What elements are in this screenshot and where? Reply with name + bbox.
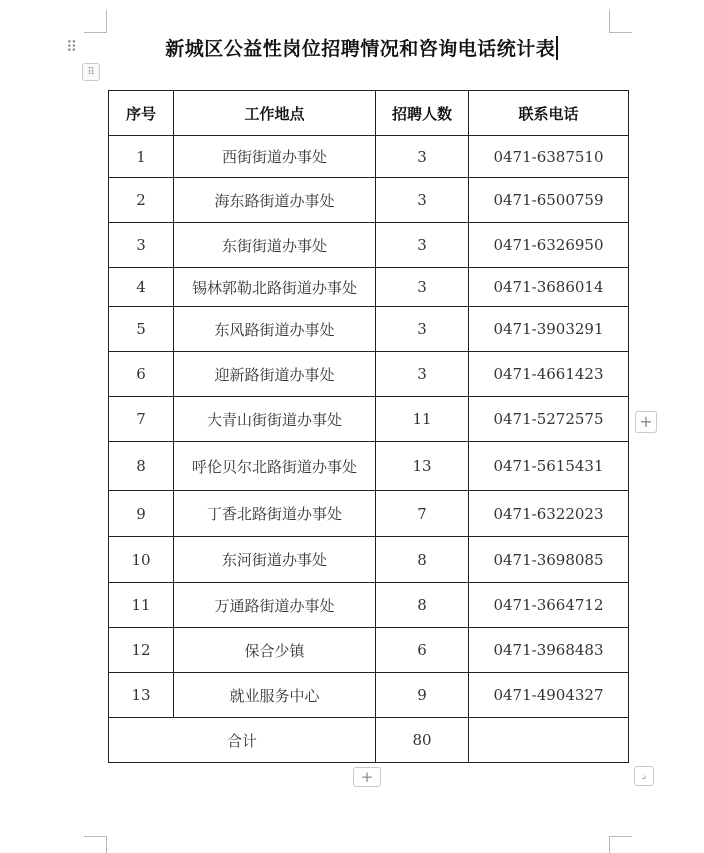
add-column-button[interactable] xyxy=(635,411,657,433)
table-row xyxy=(109,307,629,352)
cell-index[interactable]: 7 xyxy=(109,397,174,442)
header-location[interactable]: 工作地点 xyxy=(174,91,376,136)
cell-index[interactable]: 6 xyxy=(109,352,174,397)
cell-phone[interactable]: 0471-6326950 xyxy=(469,223,629,268)
cell-count[interactable]: 3 xyxy=(376,307,469,352)
total-count[interactable]: 80 xyxy=(376,718,469,763)
table-row xyxy=(109,352,629,397)
plus-icon: + xyxy=(639,412,653,431)
table-row xyxy=(109,583,629,628)
cell-location[interactable]: 东河街道办事处 xyxy=(174,537,376,583)
cell-phone[interactable]: 0471-4661423 xyxy=(469,352,629,397)
add-row-button[interactable] xyxy=(353,767,381,787)
table-row xyxy=(109,491,629,537)
cell-count[interactable]: 9 xyxy=(376,673,469,718)
cell-location[interactable]: 东风路街道办事处 xyxy=(174,307,376,352)
recruitment-table xyxy=(108,90,629,763)
cell-location[interactable]: 保合少镇 xyxy=(174,628,376,673)
text-cursor xyxy=(556,36,558,60)
cell-index[interactable]: 1 xyxy=(109,136,174,178)
header-phone[interactable]: 联系电话 xyxy=(469,91,629,136)
cell-index[interactable]: 4 xyxy=(109,268,174,307)
cell-index[interactable]: 8 xyxy=(109,442,174,491)
cell-location[interactable]: 迎新路街道办事处 xyxy=(174,352,376,397)
cell-location[interactable]: 丁香北路街道办事处 xyxy=(174,491,376,537)
cell-phone[interactable]: 0471-5615431 xyxy=(469,442,629,491)
cell-index[interactable]: 12 xyxy=(109,628,174,673)
cell-count[interactable]: 3 xyxy=(376,268,469,307)
cell-count[interactable]: 13 xyxy=(376,442,469,491)
total-label[interactable]: 合计 xyxy=(109,718,376,763)
cell-count[interactable]: 6 xyxy=(376,628,469,673)
table-row xyxy=(109,223,629,268)
page-title[interactable] xyxy=(108,34,615,64)
table-select-handle-icon[interactable]: ⠿ xyxy=(82,63,100,81)
cell-phone[interactable]: 0471-3968483 xyxy=(469,628,629,673)
header-count[interactable]: 招聘人数 xyxy=(376,91,469,136)
cell-location[interactable]: 万通路街道办事处 xyxy=(174,583,376,628)
cell-phone[interactable]: 0471-4904327 xyxy=(469,673,629,718)
cell-location[interactable]: 东街街道办事处 xyxy=(174,223,376,268)
cell-index[interactable]: 2 xyxy=(109,178,174,223)
plus-icon: + xyxy=(360,768,374,786)
page-corner-mark-bottom-right xyxy=(609,836,632,853)
cell-location[interactable]: 大青山街街道办事处 xyxy=(174,397,376,442)
table-row xyxy=(109,628,629,673)
page-corner-mark-bottom-left xyxy=(84,836,107,853)
cell-location[interactable]: 锡林郭勒北路街道办事处 xyxy=(174,268,376,307)
cell-location[interactable]: 呼伦贝尔北路街道办事处 xyxy=(174,442,376,491)
paragraph-drag-handle-icon[interactable]: ⠿ xyxy=(66,38,76,56)
cell-index[interactable]: 3 xyxy=(109,223,174,268)
table-row xyxy=(109,537,629,583)
cell-phone[interactable]: 0471-5272575 xyxy=(469,397,629,442)
cell-location[interactable]: 海东路街道办事处 xyxy=(174,178,376,223)
cell-phone[interactable]: 0471-3903291 xyxy=(469,307,629,352)
cell-count[interactable]: 3 xyxy=(376,223,469,268)
cell-phone[interactable]: 0471-6387510 xyxy=(469,136,629,178)
cell-count[interactable]: 8 xyxy=(376,583,469,628)
cell-location[interactable]: 就业服务中心 xyxy=(174,673,376,718)
cell-index[interactable]: 9 xyxy=(109,491,174,537)
resize-corner-icon: ⌟ xyxy=(641,770,647,781)
total-phone[interactable] xyxy=(469,718,629,763)
cell-count[interactable]: 11 xyxy=(376,397,469,442)
page-corner-mark-top-left xyxy=(84,10,107,33)
cell-phone[interactable]: 0471-3664712 xyxy=(469,583,629,628)
table-header-row xyxy=(109,91,629,136)
cell-phone[interactable]: 0471-3698085 xyxy=(469,537,629,583)
cell-phone[interactable]: 0471-6322023 xyxy=(469,491,629,537)
page-corner-mark-top-right xyxy=(609,10,632,33)
cell-index[interactable]: 11 xyxy=(109,583,174,628)
table-row xyxy=(109,268,629,307)
table-row xyxy=(109,442,629,491)
cell-count[interactable]: 8 xyxy=(376,537,469,583)
header-index[interactable]: 序号 xyxy=(109,91,174,136)
cell-count[interactable]: 3 xyxy=(376,178,469,223)
cell-count[interactable]: 7 xyxy=(376,491,469,537)
cell-count[interactable]: 3 xyxy=(376,136,469,178)
cell-index[interactable]: 13 xyxy=(109,673,174,718)
table-total-row xyxy=(109,718,629,763)
cell-count[interactable]: 3 xyxy=(376,352,469,397)
table-row xyxy=(109,673,629,718)
table-resize-handle[interactable] xyxy=(634,766,654,786)
table-row xyxy=(109,136,629,178)
title-text: 新城区公益性岗位招聘情况和咨询电话统计表 xyxy=(165,38,556,60)
cell-index[interactable]: 5 xyxy=(109,307,174,352)
cell-index[interactable]: 10 xyxy=(109,537,174,583)
table-row xyxy=(109,178,629,223)
cell-location[interactable]: 西街街道办事处 xyxy=(174,136,376,178)
cell-phone[interactable]: 0471-3686014 xyxy=(469,268,629,307)
cell-phone[interactable]: 0471-6500759 xyxy=(469,178,629,223)
table-row xyxy=(109,397,629,442)
